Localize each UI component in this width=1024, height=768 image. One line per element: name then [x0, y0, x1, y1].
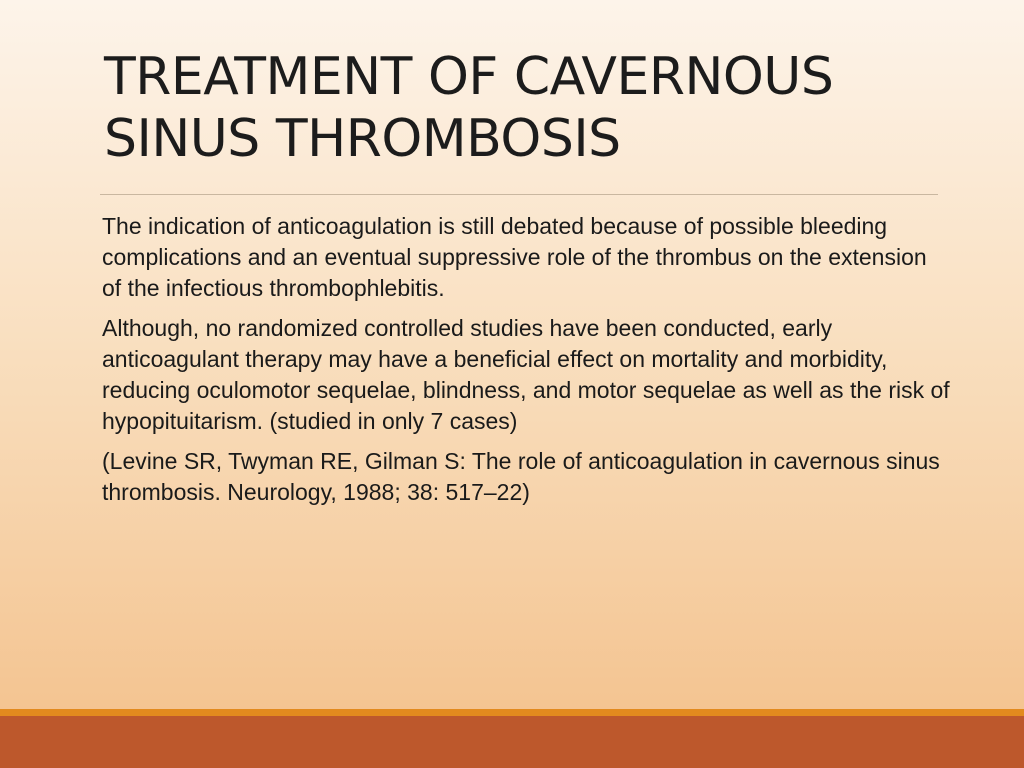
paragraph-anticoagulation-debate: The indication of anticoagulation is still debated because of possible bleeding complications and an eventual suppressive role of the thrombus on the extension of the infectious thrombophlebitis. — [102, 213, 927, 301]
slide-title-line-2: SINUS THROMBOSIS — [104, 109, 621, 169]
slide-body — [102, 211, 952, 517]
footer-accent-bar — [0, 709, 1024, 716]
paragraph-citation: (Levine SR, Twyman RE, Gilman S: The role of anticoagulation in cavernous sinus thrombosis. Neurology, 1988; 38: 517–22) — [102, 448, 940, 505]
slide-title — [104, 46, 934, 170]
title-divider — [100, 194, 938, 195]
slide-title-line-1: TREATMENT OF CAVERNOUS — [104, 47, 834, 107]
footer-band — [0, 716, 1024, 768]
paragraph-anticoagulant-benefit: Although, no randomized controlled studies have been conducted, early anticoagulant therapy may have a beneficial effect on mortality and morbidity, reducing oculomotor sequelae, blindness, and motor sequelae as well as the risk of hypopituitarism. (studied in only 7 cases) — [102, 315, 950, 434]
